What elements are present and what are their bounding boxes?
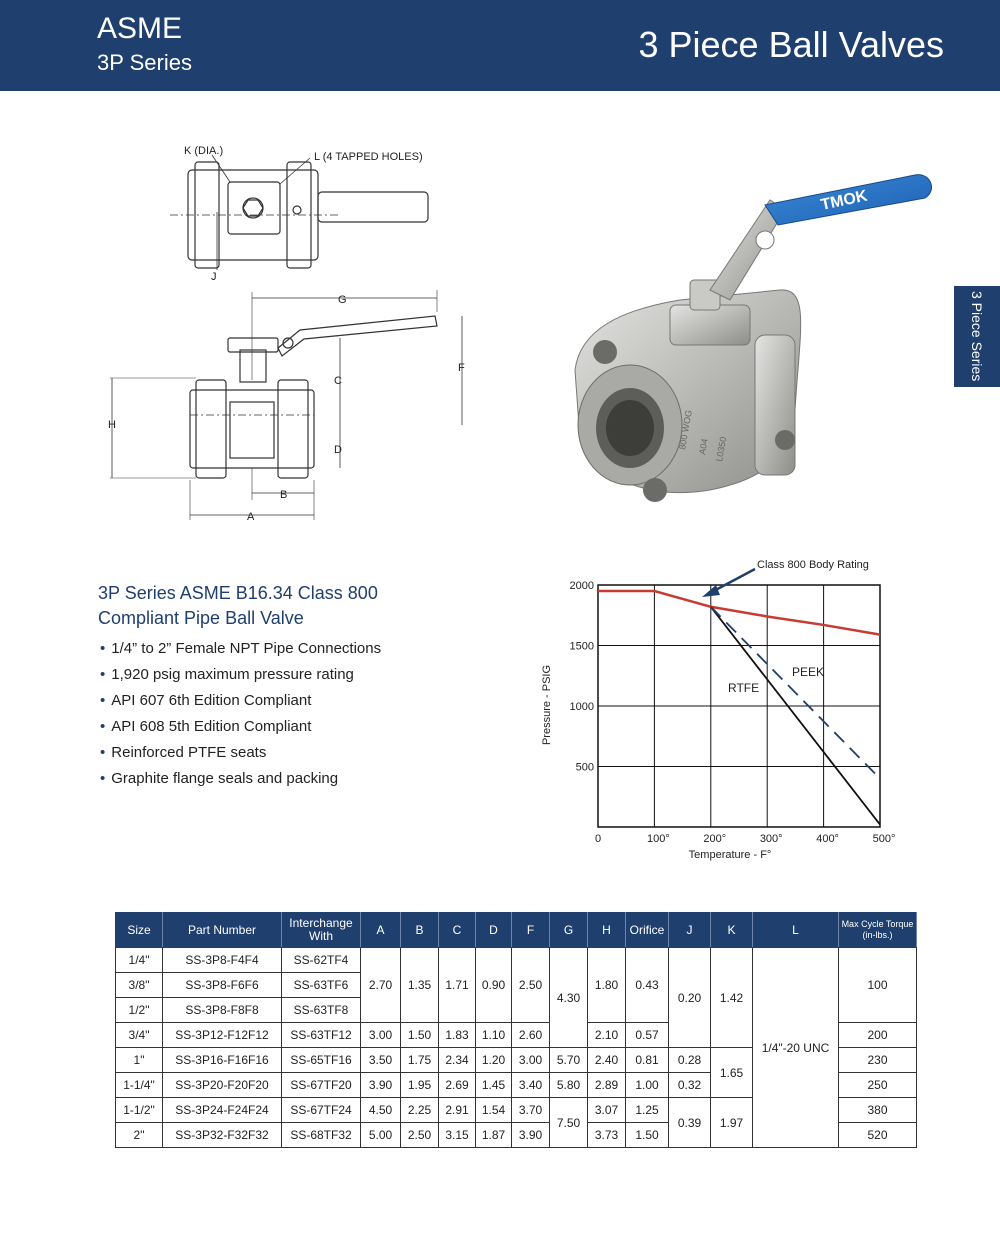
cell-h: 2.40 (588, 1048, 626, 1073)
cell-l: 1/4"-20 UNC (753, 948, 839, 1148)
feature-item: • Graphite flange seals and packing (100, 766, 381, 792)
cell-torque: 380 (839, 1098, 917, 1123)
cell-f: 3.40 (512, 1073, 550, 1098)
chart-xlabel: Temperature - F° (688, 849, 772, 861)
series-line-body-rating (598, 591, 880, 635)
cell-orifice: 0.57 (626, 1023, 669, 1048)
cell-h: 1.80 (588, 948, 626, 1023)
y-tick-label: 1000 (569, 701, 594, 713)
cell-h: 3.07 (588, 1098, 626, 1123)
cell-size: 1/2" (116, 998, 163, 1023)
header-product-title: 3 Piece Ball Valves (638, 24, 944, 65)
cell-interchange: SS-68TF32 (282, 1123, 361, 1148)
cell-c: 2.69 (439, 1073, 476, 1098)
cell-d: 1.45 (476, 1073, 512, 1098)
col-header-part-number: Part Number (163, 913, 282, 948)
cell-a: 5.00 (361, 1123, 401, 1148)
y-tick-label: 500 (575, 761, 594, 774)
cell-j: 0.39 (669, 1098, 711, 1148)
cell-g: 4.30 (550, 948, 588, 1048)
cell-f: 3.90 (512, 1123, 550, 1148)
cell-torque: 230 (839, 1048, 917, 1073)
cell-f: 3.70 (512, 1098, 550, 1123)
col-header-j: J (669, 913, 711, 948)
col-header-b: B (401, 913, 439, 948)
cell-orifice: 1.00 (626, 1073, 669, 1098)
col-header-k: K (711, 913, 753, 948)
body-mark-3: 800 WOG (677, 409, 694, 451)
cell-size: 3/8" (116, 973, 163, 998)
cell-d: 1.10 (476, 1023, 512, 1048)
y-tick-label: 1500 (569, 640, 594, 653)
cell-size: 1-1/2" (116, 1098, 163, 1123)
cell-j: 0.32 (669, 1073, 711, 1098)
label-d: D (334, 444, 342, 456)
label-f: F (458, 362, 465, 374)
cell-a: 3.90 (361, 1073, 401, 1098)
feature-item: • API 608 5th Edition Compliant (100, 714, 381, 740)
handle-logo: TMOK (819, 187, 869, 214)
cell-k: 1.65 (711, 1048, 753, 1098)
cell-interchange: SS-63TF8 (282, 998, 361, 1023)
col-header-orifice: Orifice (626, 913, 669, 948)
cell-b: 1.75 (401, 1048, 439, 1073)
feature-item: • 1,920 psig maximum pressure rating (100, 662, 381, 688)
feature-list (100, 636, 381, 792)
label-a: A (247, 511, 255, 523)
cell-part-number: SS-3P24-F24F24 (163, 1098, 282, 1123)
cell-b: 2.25 (401, 1098, 439, 1123)
cell-part-number: SS-3P20-F20F20 (163, 1073, 282, 1098)
x-tick-label: 100° (647, 833, 670, 845)
cell-b: 1.50 (401, 1023, 439, 1048)
cell-d: 1.54 (476, 1098, 512, 1123)
cell-f: 2.50 (512, 948, 550, 1023)
col-header-l: L (753, 913, 839, 948)
cell-f: 3.00 (512, 1048, 550, 1073)
cell-size: 1/4" (116, 948, 163, 973)
cell-size: 3/4" (116, 1023, 163, 1048)
y-tick-label: 2000 (569, 580, 594, 592)
dimension-drawing (100, 140, 465, 530)
x-tick-label: 500° (872, 833, 896, 845)
product-title: 3P Series ASME B16.34 Class 800 Compliant Pipe Ball Valve (98, 583, 378, 628)
side-tab-label: 3 Piece Series (969, 291, 985, 382)
col-header-f: F (512, 913, 550, 948)
series-line-rtfe (711, 607, 880, 825)
cell-d: 1.87 (476, 1123, 512, 1148)
front-view-handle (278, 316, 437, 356)
cell-b: 1.35 (401, 948, 439, 1023)
cell-interchange: SS-63TF12 (282, 1023, 361, 1048)
header-title: ASME (97, 12, 183, 45)
feature-item: • API 607 6th Edition Compliant (100, 688, 381, 714)
cell-part-number: SS-3P8-F4F4 (163, 948, 282, 973)
feature-item: • 1/4” to 2” Female NPT Pipe Connections (100, 636, 381, 662)
cell-size: 1-1/4" (116, 1073, 163, 1098)
col-header-interchange: Interchange With (282, 913, 361, 948)
label-k: K (DIA.) (184, 145, 224, 157)
cell-a: 4.50 (361, 1098, 401, 1123)
top-view-handle (318, 192, 428, 222)
x-tick-label: 400° (816, 833, 839, 845)
cell-interchange: SS-63TF6 (282, 973, 361, 998)
cell-interchange: SS-67TF24 (282, 1098, 361, 1123)
feature-item: • Reinforced PTFE seats (100, 740, 381, 766)
cell-h: 2.10 (588, 1023, 626, 1048)
label-h: H (108, 419, 116, 431)
cell-a: 3.50 (361, 1048, 401, 1073)
x-tick-label: 0 (594, 833, 602, 845)
page-header (0, 0, 1000, 91)
cell-c: 3.15 (439, 1123, 476, 1148)
cell-f: 2.60 (512, 1023, 550, 1048)
cell-b: 2.50 (401, 1123, 439, 1148)
chart-ylabel: Pressure - PSIG (541, 664, 553, 746)
label-g: G (338, 294, 347, 306)
cell-a: 3.00 (361, 1023, 401, 1048)
cell-c: 2.91 (439, 1098, 476, 1123)
series-label-peek: PEEK (792, 665, 825, 679)
cell-j: 0.20 (669, 948, 711, 1048)
cell-torque: 250 (839, 1073, 917, 1098)
chart-annotation: Class 800 Body Rating (757, 559, 869, 571)
series-label-rtfe: RTFE (728, 681, 760, 695)
cell-size: 2" (116, 1123, 163, 1148)
cell-part-number: SS-3P8-F6F6 (163, 973, 282, 998)
col-header-torque: Max Cycle Torque (in-lbs.) (839, 913, 917, 948)
col-header-g: G (550, 913, 588, 948)
cell-b: 1.95 (401, 1073, 439, 1098)
valve-photo (560, 170, 950, 530)
label-l: L (4 TAPPED HOLES) (314, 151, 423, 163)
x-tick-label: 300° (759, 833, 783, 845)
header-subtitle: 3P Series (97, 50, 192, 75)
cell-interchange: SS-67TF20 (282, 1073, 361, 1098)
col-header-h: H (588, 913, 626, 948)
chart-series (598, 591, 880, 825)
cell-orifice: 0.43 (626, 948, 669, 1023)
side-tab (954, 286, 1000, 387)
cell-orifice: 1.50 (626, 1123, 669, 1148)
label-j: J (211, 271, 217, 283)
cell-g: 5.80 (550, 1073, 588, 1098)
col-header-d: D (476, 913, 512, 948)
spec-table (115, 912, 917, 1148)
cell-h: 2.89 (588, 1073, 626, 1098)
cell-torque: 200 (839, 1023, 917, 1048)
cell-interchange: SS-65TF16 (282, 1048, 361, 1073)
cell-k: 1.97 (711, 1098, 753, 1148)
cell-h: 3.73 (588, 1123, 626, 1148)
chart-grid (598, 585, 880, 827)
label-c: C (334, 375, 342, 387)
cell-torque: 100 (839, 948, 917, 1023)
col-header-c: C (439, 913, 476, 948)
cell-interchange: SS-62TF4 (282, 948, 361, 973)
cell-g: 5.70 (550, 1048, 588, 1073)
chart-ticks (570, 580, 896, 845)
table-header-row (116, 913, 917, 948)
table-row (116, 948, 917, 973)
cell-part-number: SS-3P32-F32F32 (163, 1123, 282, 1148)
body-mark-2: L0350 (714, 435, 729, 463)
cell-c: 1.71 (439, 948, 476, 1023)
cell-part-number: SS-3P12-F12F12 (163, 1023, 282, 1048)
pressure-temperature-chart (530, 555, 950, 875)
cell-orifice: 1.25 (626, 1098, 669, 1123)
x-tick-label: 200° (703, 833, 727, 845)
cell-j: 0.28 (669, 1048, 711, 1073)
cell-torque: 520 (839, 1123, 917, 1148)
cell-k: 1.42 (711, 948, 753, 1048)
col-header-a: A (361, 913, 401, 948)
cell-part-number: SS-3P8-F8F8 (163, 998, 282, 1023)
cell-g: 7.50 (550, 1098, 588, 1148)
cell-part-number: SS-3P16-F16F16 (163, 1048, 282, 1073)
body-mark-1: A04 (697, 437, 710, 456)
cell-size: 1" (116, 1048, 163, 1073)
col-header-size: Size (116, 913, 163, 948)
cell-a: 2.70 (361, 948, 401, 1023)
cell-c: 1.83 (439, 1023, 476, 1048)
cell-c: 2.34 (439, 1048, 476, 1073)
label-b: B (280, 489, 288, 501)
cell-d: 0.90 (476, 948, 512, 1023)
cell-orifice: 0.81 (626, 1048, 669, 1073)
cell-d: 1.20 (476, 1048, 512, 1073)
